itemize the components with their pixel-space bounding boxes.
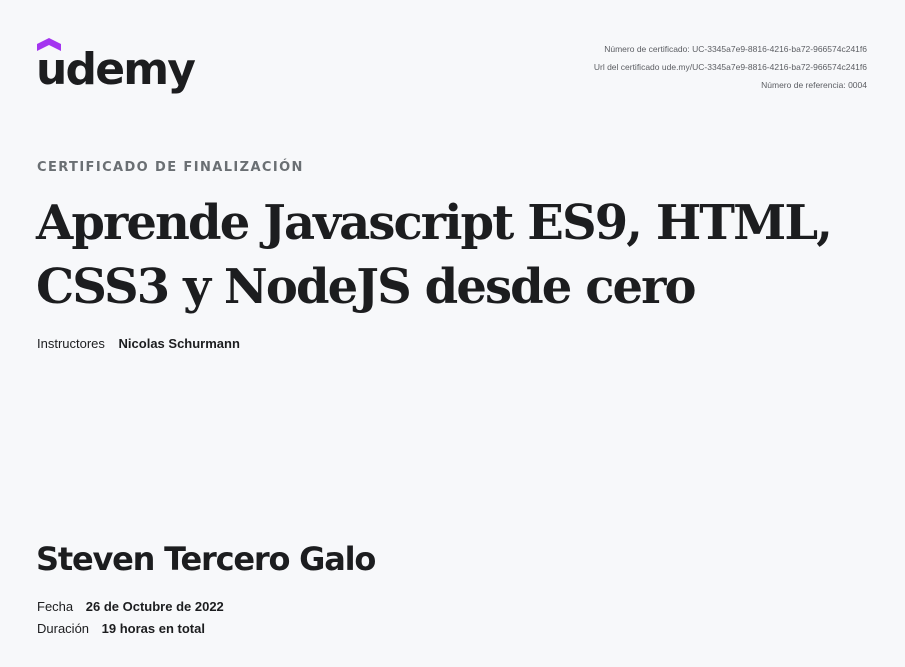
certificate-number: UC-3345a7e9-8816-4216-ba72-966574c241f6 <box>692 44 867 54</box>
duration-line <box>37 621 205 636</box>
course-title: Aprende Javascript ES9, HTML, CSS3 y NodeJS desde cero <box>36 195 832 315</box>
duration-label: Duración <box>37 621 90 636</box>
duration-value: 19 horas en total <box>101 621 205 636</box>
date-line <box>37 599 224 614</box>
recipient-name: Steven Tercero Galo <box>36 540 376 578</box>
udemy-logo-text: udemy <box>36 44 195 95</box>
certificate-meta <box>594 40 867 94</box>
date-value: 26 de Octubre de 2022 <box>85 599 224 614</box>
certificate-kicker: CERTIFICADO DE FINALIZACIÓN <box>37 160 304 175</box>
certificate-url-line <box>594 58 867 76</box>
certificate-url-link[interactable]: ude.my/UC-3345a7e9-8816-4216-ba72-966574c241f6 <box>661 62 867 72</box>
certificate-number-label: Número de certificado: <box>604 44 690 54</box>
instructors-label: Instructores <box>37 336 105 351</box>
instructors-line <box>37 336 240 351</box>
reference-number-line <box>594 76 867 94</box>
certificate-url-label: Url del certificado <box>593 62 660 72</box>
reference-number-label: Número de referencia: <box>761 80 846 90</box>
certificate-number-line <box>594 40 867 58</box>
reference-number: 0004 <box>848 80 867 90</box>
udemy-logo <box>36 38 196 98</box>
instructor-name: Nicolas Schurmann <box>118 336 240 351</box>
date-label: Fecha <box>37 599 74 614</box>
